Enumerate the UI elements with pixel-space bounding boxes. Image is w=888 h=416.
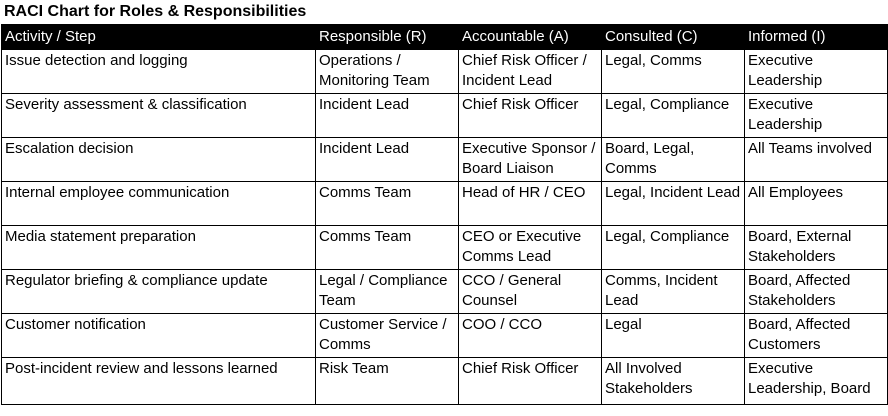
header-consulted: Consulted (C) [602, 25, 745, 50]
cell-accountable: COO / CCO [459, 314, 602, 358]
cell-consulted: All Involved Stakeholders [602, 358, 745, 405]
cell-consulted: Comms, Incident Lead [602, 270, 745, 314]
page-title: RACI Chart for Roles & Responsibilities [4, 3, 307, 20]
table-row [2, 270, 888, 314]
table-row [2, 314, 888, 358]
table-row [2, 138, 888, 182]
table-header [2, 25, 888, 50]
cell-consulted: Legal, Compliance [602, 94, 745, 138]
header-responsible: Responsible (R) [316, 25, 459, 50]
cell-informed: Executive Leadership, Board [745, 358, 888, 405]
cell-informed: Executive Leadership [745, 50, 888, 94]
cell-activity: Escalation decision [2, 138, 316, 182]
header-informed: Informed (I) [745, 25, 888, 50]
cell-responsible: Incident Lead [316, 138, 459, 182]
cell-responsible: Risk Team [316, 358, 459, 405]
cell-informed: All Employees [745, 182, 888, 226]
cell-activity: Media statement preparation [2, 226, 316, 270]
header-row [2, 25, 888, 50]
table-body [2, 50, 888, 405]
cell-consulted: Legal, Compliance [602, 226, 745, 270]
cell-activity: Regulator briefing & compliance update [2, 270, 316, 314]
table-row [2, 50, 888, 94]
cell-responsible: Comms Team [316, 182, 459, 226]
table-row [2, 358, 888, 405]
cell-responsible: Comms Team [316, 226, 459, 270]
cell-informed: Board, Affected Stakeholders [745, 270, 888, 314]
cell-accountable: Chief Risk Officer [459, 94, 602, 138]
cell-accountable: Chief Risk Officer / Incident Lead [459, 50, 602, 94]
cell-accountable: CCO / General Counsel [459, 270, 602, 314]
cell-informed: Board, External Stakeholders [745, 226, 888, 270]
cell-consulted: Legal [602, 314, 745, 358]
cell-activity: Severity assessment & classification [2, 94, 316, 138]
cell-consulted: Legal, Comms [602, 50, 745, 94]
cell-responsible: Operations / Monitoring Team [316, 50, 459, 94]
raci-table [1, 24, 888, 405]
cell-informed: Board, Affected Customers [745, 314, 888, 358]
table-row [2, 94, 888, 138]
cell-consulted: Legal, Incident Lead [602, 182, 745, 226]
cell-activity: Post-incident review and lessons learned [2, 358, 316, 405]
cell-activity: Issue detection and logging [2, 50, 316, 94]
cell-responsible: Customer Service / Comms [316, 314, 459, 358]
cell-informed: All Teams involved [745, 138, 888, 182]
cell-informed: Executive Leadership [745, 94, 888, 138]
cell-activity: Customer notification [2, 314, 316, 358]
cell-responsible: Incident Lead [316, 94, 459, 138]
cell-accountable: CEO or Executive Comms Lead [459, 226, 602, 270]
header-activity: Activity / Step [2, 25, 316, 50]
cell-consulted: Board, Legal, Comms [602, 138, 745, 182]
table-row [2, 182, 888, 226]
cell-accountable: Chief Risk Officer [459, 358, 602, 405]
cell-responsible: Legal / Compliance Team [316, 270, 459, 314]
cell-activity: Internal employee communication [2, 182, 316, 226]
header-accountable: Accountable (A) [459, 25, 602, 50]
cell-accountable: Head of HR / CEO [459, 182, 602, 226]
table-row [2, 226, 888, 270]
cell-accountable: Executive Sponsor / Board Liaison [459, 138, 602, 182]
